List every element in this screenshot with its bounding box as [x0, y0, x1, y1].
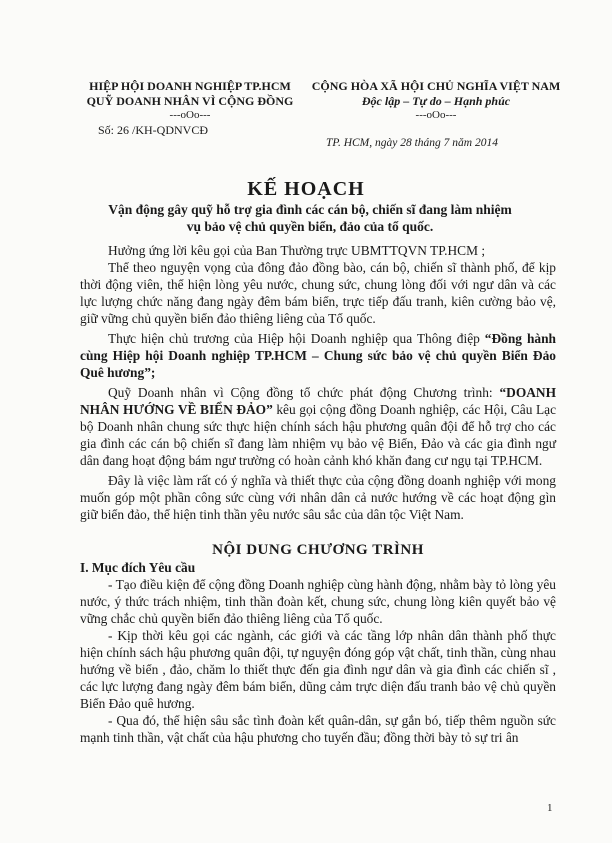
paragraph-program: Quỹ Doanh nhân vì Cộng đồng tổ chức phát động Chương trình: “DOANH NHÂN HƯỚNG VỀ BIỂN ĐẢO” kêu gọi cộng đồng Doanh nghiệp, các Hội, Câu Lạc bộ Doanh nhân chung sức thực hiện chính sách hậu phương quân đội để hỗ trợ cho các gia đình các cán bộ chiến sĩ đang làm nhiệm vụ bảo vệ Biển, Đảo và các gia đình ngư dân đang hoạt động bám ngư trường có hoàn cảnh khó khăn đang cư ngụ tại TP.HCM.: [80, 385, 557, 468]
issuer-block: [74, 79, 306, 123]
issuer-association: HIỆP HỘI DOANH NGHIỆP TP.HCM: [89, 79, 291, 93]
document-subtitle: Vận động gây quỹ hỗ trợ gia đình các cán bộ, chiến sĩ đang làm nhiệm vụ bảo vệ chủ quyền biển, đảo của tổ quốc.: [108, 202, 512, 234]
bullet-item: - Tạo điều kiện để cộng đồng Doanh nghiệp cùng hành động, nhằm bày tỏ lòng yêu nước, ý thức trách nhiệm, tinh thần đoàn kết, chung sức, chung lòng kiên quyết bảo vệ vững chắc chủ quyền biển đảo thiêng liêng của Tổ quốc.: [80, 577, 556, 626]
document-body: [80, 242, 556, 746]
program-name: “DOANH NHÂN HƯỚNG VỀ BIỂN ĐẢO”: [80, 385, 556, 417]
message-quote: “Đồng hành cùng Hiệp hội Doanh nghiệp TP.HCM – Chung sức bảo vệ chủ quyền Biển Đảo Quê hương”;: [80, 331, 556, 380]
paragraph-aspiration: Thể theo nguyện vọng của đông đảo đồng bào, cán bộ, chiến sĩ thành phố, để kịp thời động viên, thể hiện lòng yêu nước, chung sức, chung lòng đối với ngư dân và các lực lượng chức năng đang ngày đêm bám biển, trực tiếp đấu tranh, kiên cường bảo vệ, giữ vững chủ quyền biển đảo thiêng liêng của Tổ quốc.: [80, 260, 556, 326]
section-heading: NỘI DUNG CHƯƠNG TRÌNH: [212, 542, 424, 558]
issuer-separator: ---oOo---: [169, 109, 211, 121]
subsection-heading: I. Mục đích Yêu cầu: [80, 560, 196, 575]
motto-separator: ---oOo---: [415, 109, 457, 121]
document-title: KẾ HOẠCH: [247, 178, 365, 200]
document-number: Số: 26 /KH-QDNVCĐ: [98, 123, 209, 137]
page-number: 1: [547, 802, 553, 814]
paragraph-significance: Đây là việc làm rất có ý nghĩa và thiết thực của cộng đồng doanh nghiệp với mong muốn góp một phần công sức cùng với nhân dân cả nước hướng về các hoạt động gìn giữ biển đảo, thể hiện tinh thần yêu nước sâu sắc của dân tộc Việt Nam.: [80, 473, 556, 522]
paragraph-policy: Thực hiện chủ trương của Hiệp hội Doanh nghiệp qua Thông điệp “Đồng hành cùng Hiệp hội Doanh nghiệp TP.HCM – Chung sức bảo vệ chủ quyền Biển Đảo Quê hương”;: [80, 331, 556, 380]
bullet-item: - Kịp thời kêu gọi các ngành, các giới và các tầng lớp nhân dân thành phố thực hiện chính sách hậu phương quân đội, tự nguyện đóng góp vật chất, tinh thần, cùng nhau hướng về biển , đảo, chăm lo thiết thực đến gia đình ngư dân và gia đình các chiến sĩ , các lực lượng đang ngày đêm bám biển, dũng cảm trực diện đấu tranh bảo vệ chủ quyền Biển Đảo quê hương.: [80, 628, 556, 711]
issuer-fund: QUỸ DOANH NHÂN VÌ CỘNG ĐỒNG: [86, 93, 294, 108]
national-header: [292, 79, 580, 123]
bullet-item: - Qua đó, thể hiện sâu sắc tình đoàn kết quân-dân, sự gắn bó, tiếp thêm nguồn sức mạnh tinh thần, vật chất của hậu phương cho tuyến đầu; đồng thời bày tỏ sự tri ân: [80, 713, 556, 745]
paragraph-response: Hưởng ứng lời kêu gọi của Ban Thường trực UBMTTQVN TP.HCM ;: [108, 243, 486, 258]
document-date: TP. HCM, ngày 28 tháng 7 năm 2014: [326, 137, 498, 149]
national-motto: Độc lập – Tự do – Hạnh phúc: [361, 93, 511, 108]
country-name: CỘNG HÒA XÃ HỘI CHỦ NGHĨA VIỆT NAM: [311, 79, 561, 93]
